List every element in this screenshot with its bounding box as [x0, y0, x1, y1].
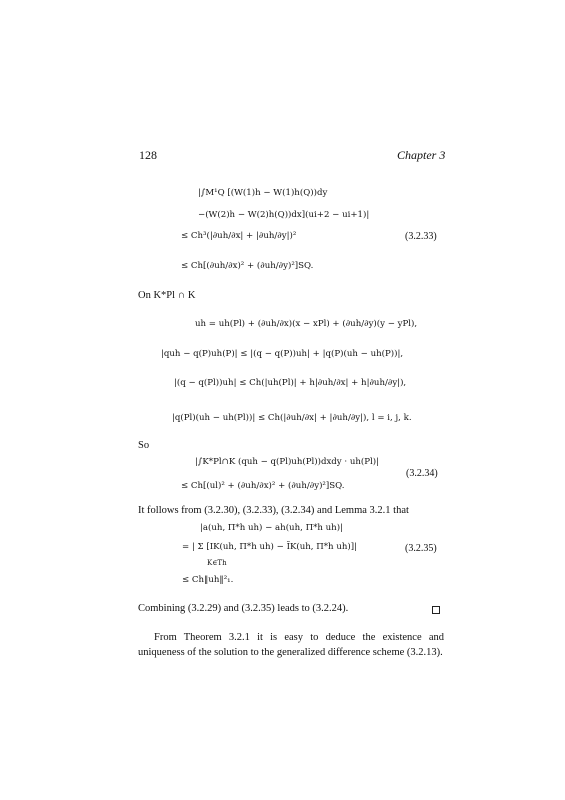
equation-line: −(W(2)h − W(2)h(Q))dx](ui+2 − ui+1)|	[198, 210, 370, 220]
text-line: Combining (3.2.29) and (3.2.35) leads to (3.2.24).	[138, 603, 349, 614]
text-line: It follows from (3.2.30), (3.2.33), (3.2.34) and Lemma 3.2.1 that	[138, 505, 409, 516]
qed-box	[432, 606, 440, 614]
body-paragraph: From Theorem 3.2.1 it is easy to deduce the existence and uniqueness of the solution to the generalized difference scheme (3.2.13).	[138, 632, 444, 658]
equation-line: |q(Pl)(uh − uh(Pl))| ≤ Ch(|∂uh/∂x| + |∂uh/∂y|), l = i, j, k.	[172, 413, 412, 423]
equation-line: |∫M¹Q [(W(1)h − W(1)h(Q))dy	[198, 188, 328, 198]
equation-line: |quh − q(P)uh(P)| ≤ |(q − q(P))uh| + |q(P)(uh − uh(P))|,	[161, 349, 404, 359]
equation-number: (3.2.35)	[405, 543, 437, 554]
equation-line: |a(uh, Π*h uh) − ah(uh, Π*h uh)|	[200, 523, 343, 533]
chapter-title: Chapter 3	[397, 148, 446, 162]
equation-number: (3.2.33)	[405, 231, 437, 242]
text-line: On K*Pl ∩ K	[138, 290, 196, 301]
page-number: 128	[139, 148, 157, 162]
equation-line: ≤ Ch[(ul)² + (∂uh/∂x)² + (∂uh/∂y)²]SQ.	[181, 481, 345, 491]
equation-number: (3.2.34)	[406, 468, 438, 479]
equation-subscript: K∈Th	[207, 559, 227, 567]
equation-line: ≤ Ch³(|∂uh/∂x| + |∂uh/∂y|)²	[181, 231, 297, 241]
text-line: So	[138, 440, 150, 451]
equation-line: |∫K*Pl∩K (quh − q(Pl)uh(Pl))dxdy · uh(Pl)|	[195, 457, 380, 467]
equation-line: |(q − q(Pl))uh| ≤ Ch(|uh(Pl)| + h|∂uh/∂x| + h|∂uh/∂y|),	[174, 378, 407, 388]
equation-line: uh = uh(Pl) + (∂uh/∂x)(x − xPl) + (∂uh/∂y)(y − yPl),	[195, 319, 418, 329]
equation-line: = | Σ [IK(uh, Π*h uh) − ĨK(uh, Π*h uh)]|	[182, 542, 357, 552]
equation-line: ≤ Ch‖uh‖²₁.	[182, 575, 234, 585]
equation-line: ≤ Ch[(∂uh/∂x)² + (∂uh/∂y)²]SQ.	[181, 261, 314, 271]
